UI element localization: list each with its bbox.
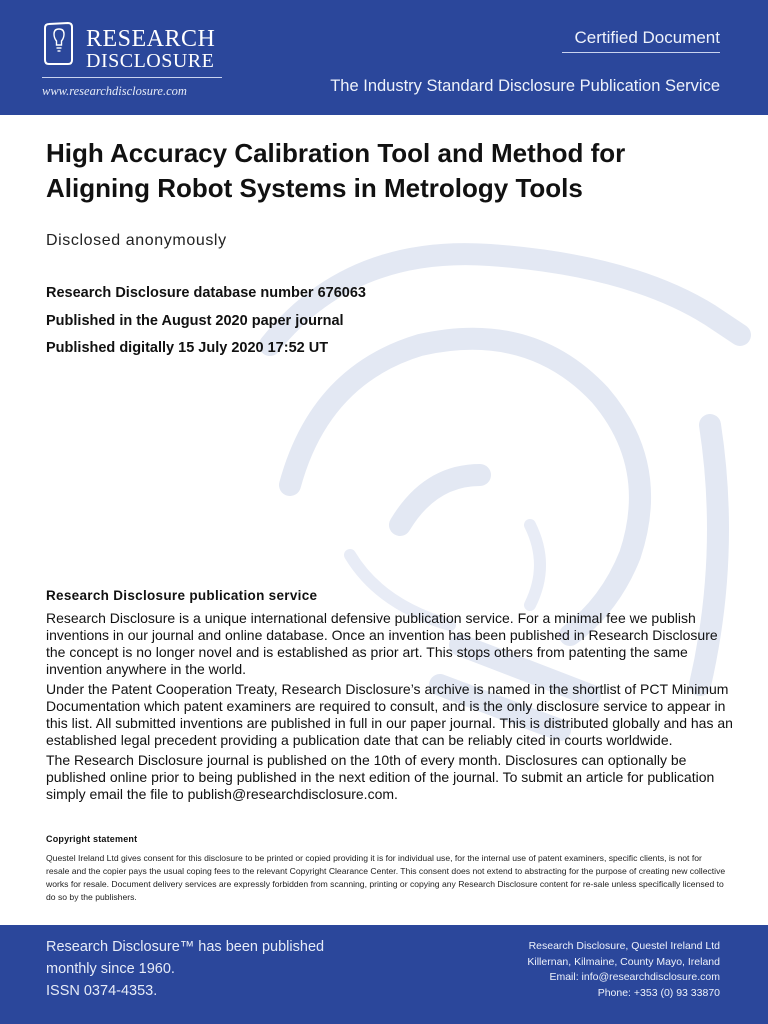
certified-label: Certified Document [574,28,720,47]
logo-wordmark-line2: DISCLOSURE [86,50,215,72]
copyright-heading: Copyright statement [46,834,138,844]
footer-company: Research Disclosure, Questel Ireland Ltd [528,940,720,952]
footer-publication-info [46,936,324,1002]
service-paragraph-3: The Research Disclosure journal is published on the 10th of every month. Disclosures can optionally be published online prior to being published in the next edition of the journal. To submit an article for publication simply email the file to publish@researchdisclosure.com. [46,752,715,802]
byline: Disclosed anonymously [46,232,227,249]
footer-email[interactable]: Email: info@researchdisclosure.com [549,971,720,983]
footer-address: Killernan, Kilmaine, County Mayo, Ireland [527,955,720,968]
footer-phone: Phone: +353 (0) 93 33870 [597,986,720,999]
published-paper: Published in the August 2020 paper journal [46,313,344,329]
lightbulb-icon [42,22,74,66]
database-number: Research Disclosure database number 676063 [46,285,366,301]
footer-left-line: ISSN 0374-4353. [46,983,158,999]
service-body [46,610,736,806]
footer-left-line: monthly since 1960. [46,961,175,977]
footer-contact-info [527,939,720,1001]
document-title: High Accuracy Calibration Tool and Method for Aligning Robot Systems in Metrology Tools [46,138,626,203]
header-tagline: The Industry Standard Disclosure Publication Service [330,77,720,95]
footer-band [0,925,768,1024]
service-paragraph-1: Research Disclosure is a unique international defensive publication service. For a minimal fee we publish inventions in our journal and online database. Once an invention has been published in Research Disclosure the concept is no longer novel and is established as prior art. This stops others from patenting the same invention anywhere in the world. [46,610,718,677]
service-heading: Research Disclosure publication service [46,588,318,603]
footer-left-line: Research Disclosure™ has been published [46,939,325,955]
published-digital: Published digitally 15 July 2020 17:52 UT [46,340,329,356]
certified-divider [562,52,720,53]
service-paragraph-2: Under the Patent Cooperation Treaty, Research Disclosure’s archive is named in the shortlist of PCT Minimum Documentation which patent examiners are required to consult, and is the only disclosure service to appear in this list. All submitted inventions are published in full in our paper journal. This is distributed globally and has an established legal precedent providing a publication date that can be reliably cited in courts worldwide. [46,681,733,748]
logo-divider [42,77,222,78]
logo-url[interactable]: www.researchdisclosure.com [42,84,187,98]
header-band [0,0,768,115]
copyright-body: Questel Ireland Ltd gives consent for this disclosure to be printed or copied providing it is for individual use, for the internal use of patent examiners, specific clients, is not for resale and the copier pays the usual coping fees to the relevant Copyright Clearance Center. This consent does not extend to abstracting for the purpose of creating new collective works for resale. Document delivery services are expressly forbidden from scanning, printing or copying any Research Disclosure content for re-sale unless specifically licensed to do so by the publishers. [46,853,726,902]
logo-wordmark-line1: RESEARCH [86,26,216,52]
